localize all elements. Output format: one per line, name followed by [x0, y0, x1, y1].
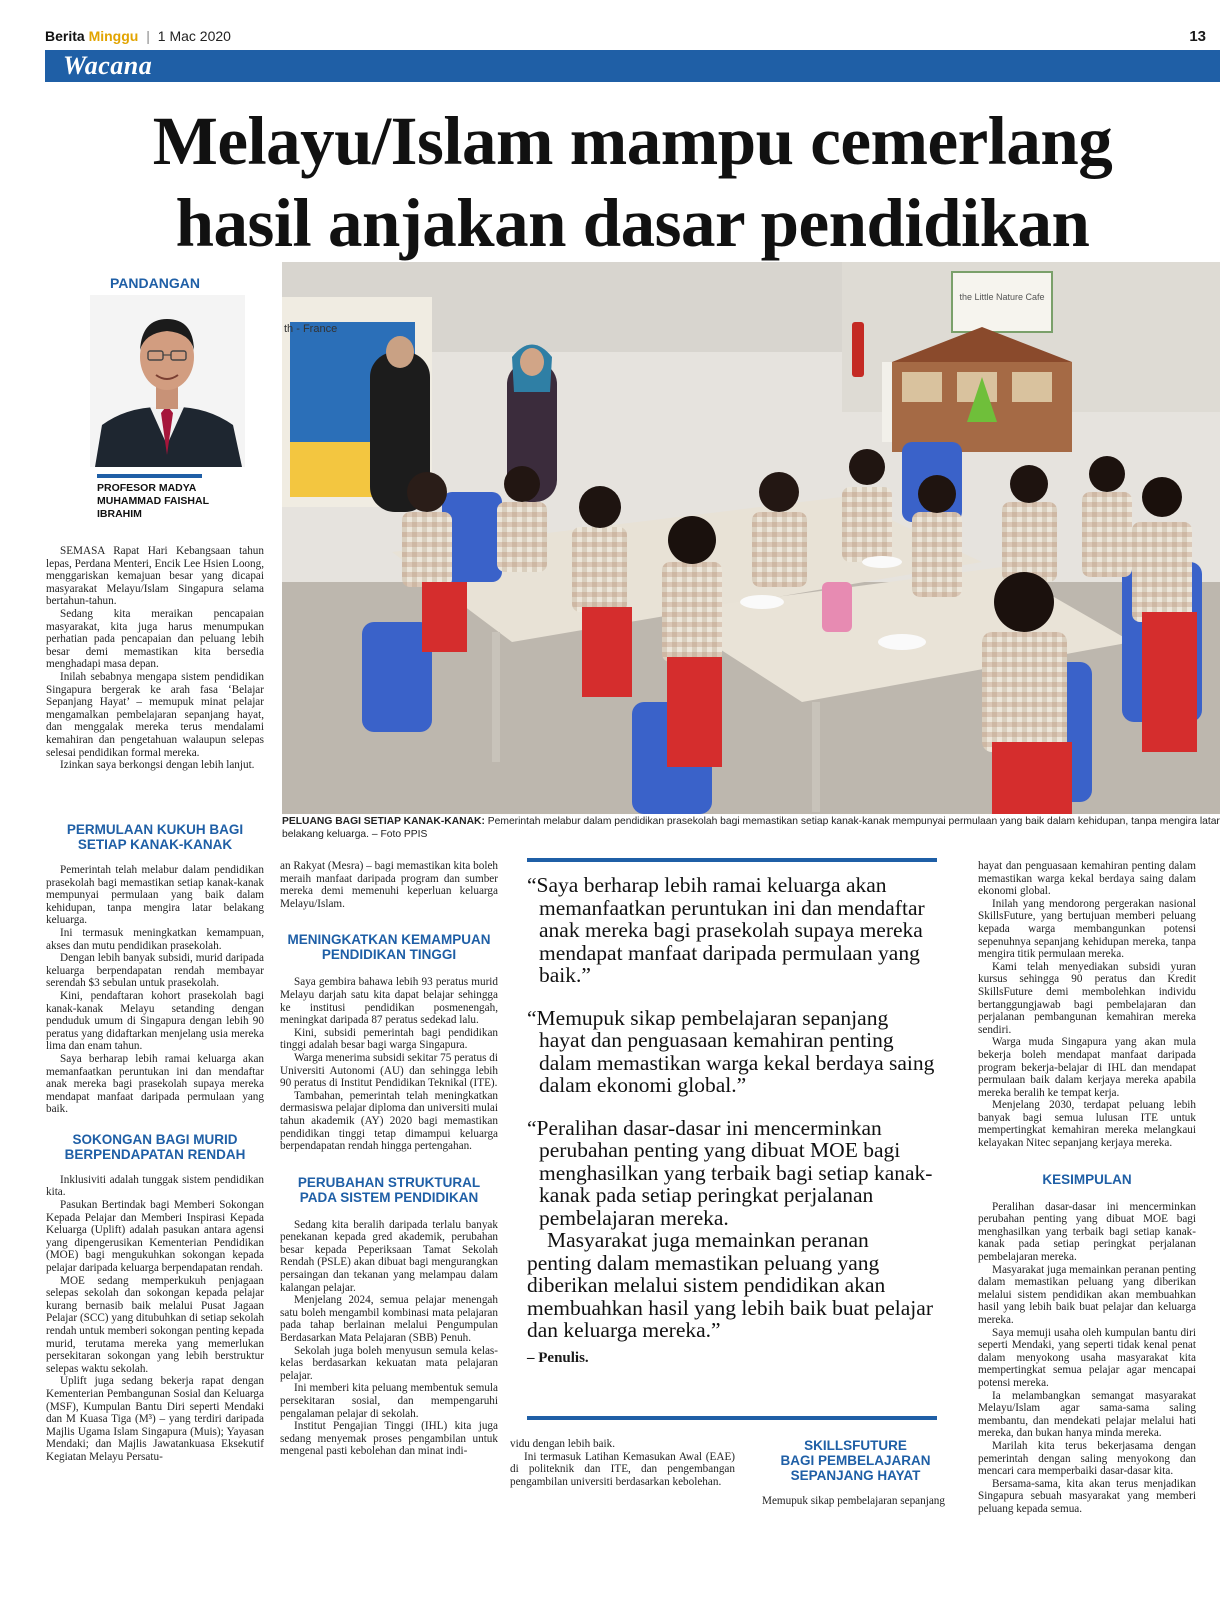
body-paragraph: Memupuk sikap pembelajaran sepanjang	[762, 1495, 945, 1507]
pull-quote-4: Masyarakat juga memainkan peranan penting dalam memastikan peluang yang diberikan melalui sistem pendidikan akan membuahkan hasil yang lebih baik buat pelajar dan keluarga mereka.”	[527, 1228, 933, 1342]
body-paragraph: Menjelang 2030, terdapat peluang lebih banyak bagi semua lulusan ITE untuk mempertingkat kemahiran mereka melangkaui kelayakan Nitec sepanjang kerjaya mereka.	[978, 1099, 1196, 1150]
body-paragraph: Institut Pengajian Tinggi (IHL) kita juga sedang menyemak proses pengambilan untuk mengenal pasti kebolehan dan minat indi-	[280, 1420, 498, 1458]
byline	[97, 482, 209, 521]
byline-name-line-2: IBRAHIM	[97, 508, 142, 520]
body-paragraph: Sedang kita beralih daripada terlalu banyak penekanan kepada gred akademik, perubahan besar kepada Peperiksaan Tamat Sekolah Rendah (PSLE) akan dibuat bagi mengurangkan persaingan dan tekanan yang melampau dalam kalangan pelajar.	[280, 1218, 498, 1294]
subhead-skillsfuture	[748, 1438, 963, 1483]
body-paragraph: Saya berharap lebih ramai keluarga akan memanfaatkan peruntukan ini dan mendaftar anak mereka bagi prasekolah supaya mereka mendapat manfaat daripada permulaan yang baik.	[46, 1052, 264, 1116]
issue-date: 1 Mac 2020	[157, 28, 231, 44]
subhead-line: SOKONGAN BAGI MURID	[72, 1131, 238, 1147]
body-paragraph: Masyarakat juga memainkan peranan penting dalam memastikan peluang yang diberikan melalui sistem pendidikan akan membuahkan hasil yang lebih baik buat pelajar dan keluarga mereka.	[978, 1263, 1196, 1326]
body-paragraph: Sekolah juga boleh menyusun semula kelas-kelas berdasarkan kekuatan mata pelajaran pelajar.	[280, 1344, 498, 1382]
body-paragraph: an Rakyat (Mesra) – bagi memastikan kita boleh meraih manfaat daripada program dan sumber mereka demi memenuhi keperluan keluarga Melayu/Islam.	[280, 860, 498, 910]
subhead-line: MENINGKATKAN KEMAMPUAN	[287, 932, 491, 948]
article-photo	[282, 262, 1220, 814]
body-paragraph: Saya memuji usaha oleh kumpulan bantu diri seperti Mendaki, yang seperti tidak kenal penat dalam menyokong usaha masyarakat kita mempertingkat semua pelajar agar mencapai potensi mereka.	[978, 1326, 1196, 1389]
subhead-perubahan	[280, 1175, 498, 1205]
caption-text: Pemerintah melabur dalam pendidikan prasekolah bagi memastikan setiap kanak-kanak mempunyai permulaan yang baik dalam kehidupan, tanpa mengira latar belakang keluarga. – Foto PPIS	[282, 816, 1220, 840]
body-paragraph: hayat dan penguasaan kemahiran penting dalam memastikan warga kekal berdaya saing dalam ekonomi global.	[978, 860, 1196, 898]
body-paragraph: MOE sedang memperkukuh penjagaan selepas sekolah dan sokongan kepada pelajar kurang bernasib baik melalui Pusat Jagaan Pelajar (SCC) yang ditubuhkan di setiap sekolah rendah untuk memberi sokongan penting kepada murid, terutama mereka yang memerlukan persekitaran sokongan yang lebih berstruktur selepas waktu sekolah.	[46, 1274, 264, 1375]
masthead-bar	[45, 28, 1216, 48]
body-paragraph: Peralihan dasar-dasar ini mencerminkan perubahan penting yang dibuat MOE bagi menghasilkan yang terbaik bagi setiap kanak-kanak pada setiap peringkat perjalanan pembelajaran mereka.	[978, 1200, 1196, 1264]
quote-rule-top	[527, 858, 937, 862]
body-paragraph: Kini, pendaftaran kohort prasekolah bagi kanak-kanak Melayu setanding dengan penduduk umum di Singapura dengan lebih 90 peratus yang didaftarkan menjelang usia mereka lima dan enam tahun.	[46, 989, 264, 1053]
body-paragraph: Bersama-sama, kita akan terus menjadikan Singapura sebuah masyarakat yang memberi peluang kepada semua.	[978, 1477, 1196, 1515]
body-paragraph: Warga muda Singapura yang akan mula bekerja boleh mendapat manfaat daripada program bekerja-belajar di IHL dan mendapat permulaan baik dalam kerjaya mereka apabila mereka beralih ke tempat kerja.	[978, 1036, 1196, 1099]
section-banner	[45, 50, 1220, 82]
body-paragraph: Warga menerima subsidi sekitar 75 peratus di Universiti Autonomi (AU) dan sehingga lebih 90 peratus di Institut Pendidikan Teknikal (ITE).	[280, 1051, 498, 1090]
intro-column	[46, 545, 264, 772]
intro-paragraph: Sedang kita meraikan pencapaian masyarakat, kita juga harus menumpukan perhatian pada pencapaian dan peluang lebih besar demi memastikan kita bersedia menghadapi masa depan.	[46, 607, 264, 671]
body-paragraph: Menjelang 2024, semua pelajar menengah satu boleh mengambil kombinasi mata pelajaran pada tahap berlainan melalui Pengumpulan Berdasarkan Mata Pelajaran (SBB) Penuh.	[280, 1294, 498, 1345]
quote-rule-bottom	[527, 1416, 937, 1420]
body-paragraph: Inilah yang mendorong pergerakan nasional SkillsFuture, yang bertujuan memberi peluang kepada warga membangunkan potensi sepenuhnya sepanjang kehidupan mereka, tanpa mengira titik permulaan mereka.	[978, 897, 1196, 961]
quote-author: – Penulis.	[527, 1349, 589, 1366]
masthead-separator: |	[146, 28, 150, 44]
byline-rule	[97, 474, 202, 478]
subhead-line: PERUBAHAN STRUKTURAL	[297, 1174, 481, 1190]
photo-caption	[282, 816, 1220, 841]
intro-paragraph: SEMASA Rapat Hari Kebangsaan tahun lepas, Perdana Menteri, Encik Lee Hsien Loong, menggariskan kemajuan besar yang dicapai masyarakat Melayu/Islam Singapura selama bertahun-tahun.	[46, 545, 264, 608]
brand-name-part1: Berita	[45, 28, 85, 44]
subhead-line: PADA SISTEM PENDIDIKAN	[299, 1189, 479, 1205]
classroom-photo-illustration	[282, 262, 1220, 814]
body-paragraph: Pemerintah telah melabur dalam pendidikan prasekolah bagi memastikan setiap kanak-kanak mempunyai permulaan yang baik dalam kehidupan, tanpa mengira latar belakang keluarga.	[46, 864, 264, 927]
body-paragraph: Ini termasuk meningkatkan kemampuan, akses dan mutu pendidikan prasekolah.	[46, 926, 264, 952]
column-4-bottom	[748, 1438, 963, 1508]
article-kicker: PANDANGAN	[110, 275, 200, 291]
column-1	[46, 822, 264, 1464]
body-paragraph: Pasukan Bertindak bagi Memberi Sokongan Kepada Pelajar dan Memberi Inspirasi Kepada Keluarga (Uplift) adalah pasukan antara agensi yang dipengerusikan Kementerian Pendidikan (MOE) bagi mengukuhkan sokongan kepada pelajar daripada keluarga berpendapatan rendah.	[46, 1199, 264, 1275]
wall-banner-text: th - France	[284, 323, 338, 335]
byline-name-line-1: MUHAMMAD FAISHAL	[97, 495, 209, 507]
subhead-permulaan	[46, 822, 264, 852]
article-headline	[45, 100, 1220, 264]
subhead-line: BAGI PEMBELAJARAN	[780, 1453, 931, 1468]
body-paragraph: Marilah kita terus bekerjasama dengan pemerintah dengan saling menyokong dan mencari cara memperbaiki dasar-dasar kita.	[978, 1439, 1196, 1478]
body-paragraph: vidu dengan lebih baik.	[510, 1438, 616, 1450]
body-paragraph: Inklusiviti adalah tunggak sistem pendidikan kita.	[46, 1173, 264, 1199]
author-portrait-illustration	[90, 295, 245, 467]
section-title: Wacana	[63, 51, 153, 80]
byline-title: PROFESOR MADYA	[97, 482, 197, 494]
subhead-line: SEPANJANG HAYAT	[790, 1468, 921, 1483]
body-paragraph: Ini termasuk Latihan Kemasukan Awal (EAE) di politeknik dan ITE, dan pengembangan pengambilan universiti berdasarkan kebolehan.	[510, 1450, 735, 1488]
cafe-sign-text: the Little Nature Cafe	[959, 292, 1045, 302]
page-number: 13	[1189, 28, 1206, 45]
subhead-kesimpulan: KESIMPULAN	[1042, 1171, 1132, 1187]
headline-line-1: Melayu/Islam mampu cemerlang	[152, 103, 1113, 179]
subhead-line: PENDIDIKAN TINGGI	[321, 947, 457, 963]
column-5	[978, 860, 1196, 1516]
brand-name-part2: Minggu	[88, 28, 139, 44]
subhead-line: SETIAP KANAK-KANAK	[77, 837, 233, 852]
body-paragraph: Ia melambangkan semangat masyarakat Melayu/Islam agar sama-sama saling membantu, dan mendekati pelajar melalui hati mereka, dan bukan hanya minda mereka.	[978, 1389, 1196, 1440]
pull-quote-box	[527, 874, 937, 1367]
intro-paragraph: Inilah sebabnya mengapa sistem pendidikan Singapura bergerak ke arah fasa ‘Belajar Sepanjang Hayat’ – memupuk minat pelajar mengamalkan pembelajaran sepanjang hayat, dan menggalak mereka terus mendalami kemahiran dan pengetahuan walaupun selepas selesai pendidikan formal mereka.	[46, 670, 264, 759]
pull-quote-3: “Peralihan dasar-dasar ini mencerminkan perubahan penting yang dibuat MOE bagi menghasilkan yang terbaik bagi setiap kanak-kanak pada setiap peringkat perjalanan pembelajaran mereka.	[527, 1115, 933, 1230]
subhead-meningkatkan	[280, 932, 498, 962]
subhead-line: PERMULAAN KUKUH BAGI	[66, 822, 244, 837]
column-2	[280, 860, 498, 1458]
headline-line-2: hasil anjakan dasar pendidikan	[175, 185, 1090, 261]
body-paragraph: Saya gembira bahawa lebih 93 peratus murid Melayu darjah satu kita dapat belajar sehingga ke institusi pendidikan posmenengah, meningkat daripada 87 peratus sedekad lalu.	[280, 976, 498, 1027]
pull-quote-1: “Saya berharap lebih ramai keluarga akan memanfaatkan peruntukan ini dan mendaftar anak mereka bagi prasekolah supaya mereka mendapat manfaat daripada permulaan yang baik.”	[527, 873, 925, 987]
body-paragraph: Dengan lebih banyak subsidi, murid daripada keluarga berpendapatan rendah membayar serendah $3 sebulan untuk prasekolah.	[46, 952, 264, 990]
subhead-line: BERPENDAPATAN RENDAH	[64, 1146, 246, 1162]
subhead-line: SKILLSFUTURE	[804, 1438, 907, 1453]
column-3-bottom	[510, 1438, 735, 1488]
pull-quote-2: “Memupuk sikap pembelajaran sepanjang hayat dan penguasaan kemahiran penting dalam memastikan warga kekal berdaya saing dalam ekonomi global.”	[527, 1005, 935, 1097]
intro-paragraphs	[46, 545, 264, 772]
body-paragraph: Kini, subsidi pemerintah bagi pendidikan tinggi adalah besar bagi warga Singapura.	[280, 1026, 498, 1052]
author-portrait	[90, 295, 245, 467]
body-paragraph: Ini memberi kita peluang membentuk semula persekitaran sosial, dan mempengaruhi pengalaman pelajar di sekolah.	[280, 1382, 498, 1420]
body-paragraph: Tambahan, pemerintah telah meningkatkan dermasiswa pelajar diploma dan universiti mulai tahun akademik (AY) 2020 bagi memastikan pendidikan tinggi tetap dimampui keluarga berpendapatan rendah hingga pertengahan.	[280, 1089, 498, 1153]
subhead-sokongan	[46, 1132, 264, 1162]
intro-paragraph: Izinkan saya berkongsi dengan lebih lanjut.	[60, 759, 255, 772]
body-paragraph: Kami telah menyediakan subsidi yuran kursus sehingga 90 peratus dan Kredit SkillsFuture demi membolehkan individu bertanggungjawab bagi pembelajaran dan perjalanan pembangunan kemahiran mereka sendiri.	[978, 960, 1196, 1036]
caption-label: PELUANG BAGI SETIAP KANAK-KANAK:	[282, 816, 485, 827]
body-paragraph: Uplift juga sedang bekerja rapat dengan Kementerian Pembangunan Sosial dan Keluarga (MSF), Kumpulan Bantu Diri seperti Mendaki dan M Kuasa Tiga (M³) – yang terdiri daripada Majlis Ugama Islam Singapura (Muis); Yayasan Mendaki; dan Majlis Jawatankuasa Eksekutif Kegiatan Melayu Persatu-	[46, 1375, 264, 1463]
